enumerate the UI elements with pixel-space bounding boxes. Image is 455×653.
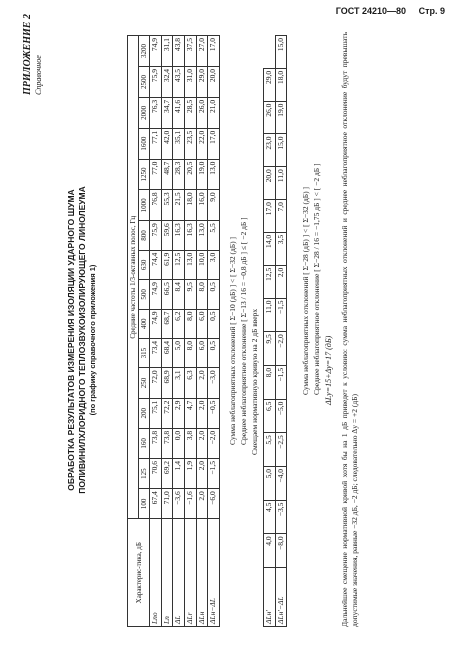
table-cell: 71,0 (161, 489, 173, 519)
table-cell: −3,6 (173, 489, 185, 519)
table-cell: 43,5 (173, 67, 185, 98)
table-cell: −0,5 (208, 398, 220, 428)
table-row (161, 36, 173, 627)
frequency-cell: 1250 (139, 159, 150, 190)
table-cell: −4,0 (275, 466, 287, 500)
table-cell: 3,8 (184, 428, 196, 458)
table-cell: 5,5 (208, 221, 220, 250)
table-cell: 17,0 (264, 200, 276, 233)
table-cell: −1,5 (275, 298, 287, 332)
table-cell: 1,4 (173, 459, 185, 489)
table-cell: 3,5 (275, 232, 287, 265)
table-cell: 0,5 (208, 309, 220, 338)
table-cell: −3,0 (208, 368, 220, 398)
table-row (196, 36, 208, 627)
table-cell: −1,5 (208, 459, 220, 489)
table-row (264, 36, 276, 627)
table-cell: 0,0 (173, 428, 185, 458)
formula: ΔLу=15+Δу=17 (дБ) (324, 335, 333, 405)
appendix-subtitle: Справочное (33, 55, 43, 95)
table-cell: 73,8 (150, 428, 162, 458)
frequency-cell: 500 (139, 280, 150, 309)
frequency-cell: 160 (139, 428, 150, 458)
table-cell: 11,0 (264, 298, 276, 332)
table-cell: 12,5 (264, 265, 276, 298)
shifted-table-body (264, 36, 287, 627)
row-label: ΔLн′−ΔL (275, 568, 287, 627)
table-cell: 1,9 (184, 459, 196, 489)
appendix-title: ПРИЛОЖЕНИЕ 2 (22, 14, 33, 95)
table-cell: 14,0 (264, 232, 276, 265)
table-row (150, 36, 162, 627)
table-cell: 18,0 (275, 68, 287, 101)
table-cell: 74,9 (150, 36, 162, 67)
table-cell: 2,0 (196, 398, 208, 428)
table-cell: 6,2 (173, 309, 185, 338)
table-cell: 15,0 (275, 134, 287, 167)
table-cell: 2,0 (196, 428, 208, 458)
title-line-1: ОБРАБОТКА РЕЗУЛЬТАТОВ ИЗМЕРЕНИЯ ИЗОЛЯЦИИ УДАРНОГО ШУМА (66, 189, 76, 491)
table-cell: 76,3 (150, 97, 162, 128)
table-cell: 18,0 (184, 190, 196, 221)
table-body (150, 36, 220, 627)
table-cell: 8,0 (184, 338, 196, 367)
table-cell: 20,0 (264, 167, 276, 200)
table-row (208, 36, 220, 627)
table-cell: 16,0 (196, 190, 208, 221)
table-cell: 0,5 (208, 280, 220, 309)
table-cell: 16,3 (173, 221, 185, 250)
table-cell: 41,6 (173, 97, 185, 128)
table-cell: −2,0 (208, 428, 220, 458)
table-cell: −8,0 (275, 534, 287, 568)
page-number: Стр. 9 (418, 6, 445, 16)
table-cell: 2,9 (173, 398, 185, 428)
table-cell: 8,0 (184, 309, 196, 338)
table-cell: 20,0 (208, 67, 220, 98)
table-cell: 9,0 (208, 190, 220, 221)
table-cell: 13,0 (196, 221, 208, 250)
table-cell: 28,5 (184, 97, 196, 128)
appendix-label (22, 14, 43, 95)
table-cell: 12,5 (173, 250, 185, 279)
table-cell: 17,0 (208, 36, 220, 67)
shifted-table (263, 35, 287, 627)
table-cell: 21,0 (208, 97, 220, 128)
table-cell: 73,4 (150, 338, 162, 367)
table-cell: 70,6 (150, 459, 162, 489)
table-header-row (128, 36, 139, 627)
table-cell: 6,0 (196, 309, 208, 338)
table-cell: 35,1 (173, 128, 185, 159)
table-cell: 76,8 (150, 190, 162, 221)
conclusion-note: Дальнейшее смещение нормативной кривой хотя бы на 1 дБ приведет к условию: сумма неблагоприятных отклонений и среднее неблагоприятное отклонение будут превышать допустимые значения, равные −32 дБ, −2 дБ; следовательно Δу = +2 (дБ) (340, 32, 360, 627)
table-cell: 13,0 (208, 159, 220, 190)
page-header (326, 6, 445, 16)
avg-line: Среднее неблагоприятное отклонение [ Σ−13 / 16 = −0,8 дБ ] ≤ [ −2 дБ ] (239, 217, 248, 445)
table-cell: 42,0 (161, 128, 173, 159)
table-row (184, 36, 196, 627)
table-cell: 23,0 (264, 134, 276, 167)
characteristic-header: Характерис-тика, дБ (128, 519, 150, 627)
table-cell: 2,0 (275, 265, 287, 298)
table-cell: 20,5 (184, 159, 196, 190)
frequency-cell: 1000 (139, 190, 150, 221)
table-cell: 9,5 (184, 280, 196, 309)
table-cell: 2,0 (196, 489, 208, 519)
frequency-cell: 125 (139, 459, 150, 489)
table-cell: 5,5 (264, 433, 276, 467)
table-cell: 59,6 (161, 221, 173, 250)
table-cell: 3,0 (208, 250, 220, 279)
frequency-cell: 1600 (139, 128, 150, 159)
table-cell: 68,4 (161, 338, 173, 367)
shift-label: Смещаем нормативную кривую на 2 дБ вверх (250, 308, 259, 455)
table-cell: 55,3 (161, 190, 173, 221)
table-cell: 6,0 (196, 338, 208, 367)
table-cell: 48,7 (161, 159, 173, 190)
table-cell: 5,0 (264, 466, 276, 500)
frequency-cell: 315 (139, 338, 150, 367)
title-line-2: ПОЛИВИНИЛХЛОРИДНОГО ТЕПЛОЗВУКОИЗОЛИРУЮЩЕГО ЛИНОЛЕУМА (77, 186, 88, 494)
table-cell: 75,1 (150, 398, 162, 428)
table-cell: 19,0 (196, 159, 208, 190)
frequency-cell: 800 (139, 221, 150, 250)
table-row (275, 36, 287, 627)
table-cell: 22,0 (196, 128, 208, 159)
frequency-cell: 400 (139, 309, 150, 338)
row-label: ΔLн (196, 519, 208, 627)
table-cell: −2,5 (275, 433, 287, 467)
table-cell: 43,8 (173, 36, 185, 67)
frequency-cell: 2000 (139, 97, 150, 128)
table-cell: 31,0 (184, 67, 196, 98)
table-cell: 4,0 (264, 534, 276, 568)
table-cell: 77,0 (150, 159, 162, 190)
table-cell: 8,0 (196, 280, 208, 309)
table-cell: −1,5 (275, 365, 287, 399)
table-cell: 5,0 (173, 338, 185, 367)
row-label: Lпо (150, 519, 162, 627)
document-title (66, 115, 98, 565)
rotated-content (22, 14, 442, 635)
table-cell: 29,0 (196, 67, 208, 98)
row-label: Lп (161, 519, 173, 627)
table-cell: 2,0 (196, 459, 208, 489)
frequency-header: Средние частоты 1/3-октавных полос, Гц (128, 36, 139, 519)
table-cell: 4,5 (264, 500, 276, 534)
table-cell: 72,2 (161, 398, 173, 428)
table-cell: −6,0 (208, 489, 220, 519)
table-cell: 11,0 (275, 167, 287, 200)
table-cell: −1,6 (184, 489, 196, 519)
second-sum-line: Сумма неблагоприятных отклонений [ Σ−28 (дБ) ] < [ Σ−32 (дБ) ] (301, 187, 310, 395)
frequency-cell: 200 (139, 398, 150, 428)
table-cell: 7,0 (275, 200, 287, 233)
table-row (173, 36, 185, 627)
table-cell: 66,5 (161, 280, 173, 309)
table-cell: −3,5 (275, 500, 287, 534)
table-cell: 31,1 (161, 36, 173, 67)
row-label: ΔL (173, 519, 185, 627)
table-cell: 15,0 (275, 36, 287, 69)
table-cell: 68,7 (161, 309, 173, 338)
frequency-cell: 630 (139, 250, 150, 279)
table-cell: 26,0 (264, 101, 276, 134)
table-cell: 13,0 (184, 250, 196, 279)
table-cell: 6,3 (184, 368, 196, 398)
table-cell: 68,9 (161, 368, 173, 398)
table-cell: 17,0 (208, 128, 220, 159)
table-cell: 26,0 (196, 97, 208, 128)
table-cell: 3,1 (173, 368, 185, 398)
table-cell: 74,4 (150, 250, 162, 279)
table-cell: 9,5 (264, 332, 276, 366)
standard-number: ГОСТ 24210—80 (335, 6, 407, 16)
row-label: ΔLн−ΔL (208, 519, 220, 627)
table-cell: 8,4 (173, 280, 185, 309)
table-cell: 37,5 (184, 36, 196, 67)
table-cell: 74,9 (150, 309, 162, 338)
table-cell: 28,3 (173, 159, 185, 190)
table-cell: 19,0 (275, 101, 287, 134)
table-cell: 61,9 (161, 250, 173, 279)
table-cell: 75,9 (150, 67, 162, 98)
sum-line: Сумма неблагоприятных отклонений [ Σ−10 (дБ) ] < [ Σ−32 (дБ) ] (228, 237, 237, 445)
frequency-cell: 100 (139, 489, 150, 519)
title-line-3: (по графику справочного приложения 1) (88, 264, 98, 416)
table-cell: 6,5 (264, 399, 276, 433)
table-cell: 16,3 (184, 221, 196, 250)
table-cell: 69,2 (161, 459, 173, 489)
table-cell: 34,7 (161, 97, 173, 128)
table-cell: −2,0 (275, 332, 287, 366)
row-label: ΔLн′ (264, 568, 276, 627)
table-cell: 0,5 (208, 338, 220, 367)
table-cell: 72,0 (150, 368, 162, 398)
table-cell: 74,9 (150, 280, 162, 309)
table-cell: 27,0 (196, 36, 208, 67)
table-cell: 23,5 (184, 128, 196, 159)
table-cell: 4,7 (184, 398, 196, 428)
frequency-cell: 2500 (139, 67, 150, 98)
second-avg-line: Среднее неблагоприятное отклонение [ Σ−28 / 16 = −1,75 дБ ] < [ −2 дБ ] (312, 163, 321, 395)
table-cell: 67,4 (150, 489, 162, 519)
results-table (127, 35, 220, 627)
frequency-cell: 250 (139, 368, 150, 398)
table-cell: 10,0 (196, 250, 208, 279)
table-cell: 77,1 (150, 128, 162, 159)
row-label: ΔLr (184, 519, 196, 627)
table-cell: 75,9 (150, 221, 162, 250)
frequency-cell: 3200 (139, 36, 150, 67)
table-cell: 29,0 (264, 68, 276, 101)
table-cell: 32,4 (161, 67, 173, 98)
table-cell: 21,5 (173, 190, 185, 221)
table-cell: −5,0 (275, 399, 287, 433)
table-cell: 8,0 (264, 365, 276, 399)
table-cell: 2,0 (196, 368, 208, 398)
table-cell: 73,8 (161, 428, 173, 458)
